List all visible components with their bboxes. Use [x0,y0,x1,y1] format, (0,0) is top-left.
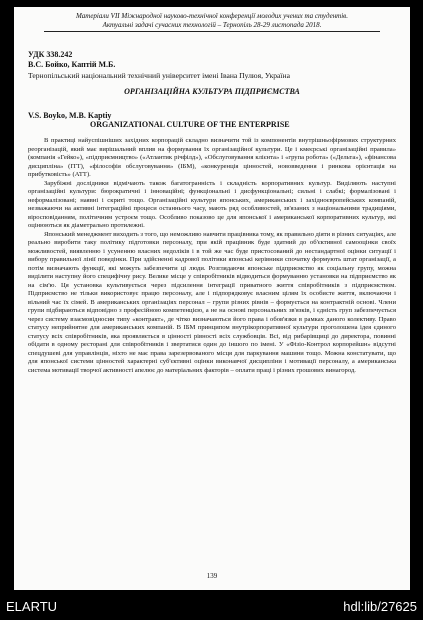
authors-ua: В.С. Бойко, Каптій М.Б. [28,60,116,69]
document-page [14,7,410,590]
article-body [28,137,396,375]
header-rule [44,31,380,32]
paragraph-1: В практиці найуспішніших західних корпорацій складно визначити той із компонентів внутрішньофірмових структурних реорганізацій, який має вирішальний вплив на формування їх організаційної культури. Це і кмеєрські організаційні правила» (компанія «Гейко»), «підприємництво» («Атлантик річфілд»), «Обслуговування клієнта» і «група робота» («Дельта»), «фінансова дисципліна» (ІТТ), «філософія обслуговування» (ІБМ), «конкуренція цінностей, нововведення і ринкова орієнтація на прибутковість» (АТТ). [28,137,396,178]
paragraph-3: Японський менеджмент виходить з того, що неможливо навчити працівника тому, як правильно діяти в різних ситуаціях, але реально виробити таку політику підготовки персоналу, при якій працівник буде здатний до об'єктивної самооцінки своїх можливостей, виявленню і усуненню власних недоліків і в той же час буде пристосований до нестандартної оцінки ситуації і вибору правильної лінії поведінки. При здійсненні кадрової політики японські керівники спочатку формують штат організації, а потім визначають функції, які можуть забезпечити ці люди. Розглядаючи японське підприємство як соціальну групу, можна виділити наступну його специфічну рису. Велике місце у співробітників відводиться формуванню установки на підприємство як на сім'ю. Ця установка культивується через підсилення інтеграції приватного життя співробітників з підприємством. Підприємство не тільки використовує працю персоналу, але і підпорядковує власним цілям їх особисте життя, включаючи і вільний час їх сімей. В американських організаціях персонал – групи різних рівнів – формується на контрактній основі. Члени групи підбираються відповідно з професійною компетенцією, а не на основі персональних зв'язків, і єдність груп забезпечується через систему взаємовідносин типу «контракт», де чітко визначаються його права і обов'язки в рамках даного колективу. Право статусу неприйнятне для американських компаній. В ІБМ принципом внутрікорпоративної культури проголошена ідея єдиного статусу всіх співробітників, яка проявляється в цінності рівності всіх службовців. Всі, від рибарівщиці до директора, повинні обідати в одному ресторані для співробітників і звертатися один до іншого по імені. У «Фізіо-Контрол корпорейшн» відсутні спецдушеві для управлінців, ніхто не має права зарезервованого місця для паркування машини тощо. Можна констатувати, що для японської системи цінностей характерні суб'єктивні оцінки виконавчої дисципліни і мотивації персоналу, а американська система мотивації творчої активності апелює до матеріальних факторів – оплати праці і різних грошових винагород. [28,230,396,374]
paragraph-2: Зарубіжні дослідники відмічають також багатогранність і складність корпоративних культур. Виділяють наступні організаційні культури: бюрократичні і інноваційні; функціональні і дисфункціональні; сильні і слабкі; формалізовані і неформалізовані; наявні і скриті тощо. Організаційні культури японських, американських і західноєвропейських компаній, незважаючи на активні інтеграційні процеси останнього часу, мають ряд особливостей, зв'язаних з національними традиціями, віросповіданням, політичним устроєм тощо. Особливо показово це для японської і американської корпоративних культур, які оцінюються як діаметрально протилежні. [28,179,396,229]
authors-en: V.S. Boyko, M.B. Kaptiy [28,111,112,120]
page-number: 139 [206,572,218,580]
repository-name: ELARTU [6,599,58,614]
handle-id: hdl:lib/27625 [343,599,417,614]
footer-bar [0,598,423,620]
header-line-1: Матеріали VII Міжнародної науково-технічної конференції молодих учених та студентів. [76,12,348,20]
udk-code: УДК 338.242 [28,50,73,59]
title-en: ORGANIZATIONAL CULTURE OF THE ENTERPRISE [90,120,290,129]
header-line-2: Актуальні задачі сучасних технологій – Тернопіль 28-29 листопада 2018. [102,20,322,29]
title-ua: ОРГАНІЗАЦІЙНА КУЛЬТУРА ПІДПРИЄМСТВА [124,87,300,96]
running-header [44,12,380,32]
affiliation: Тернопільський національний технічний університет імені Івана Пулюя, Україна [28,71,290,80]
